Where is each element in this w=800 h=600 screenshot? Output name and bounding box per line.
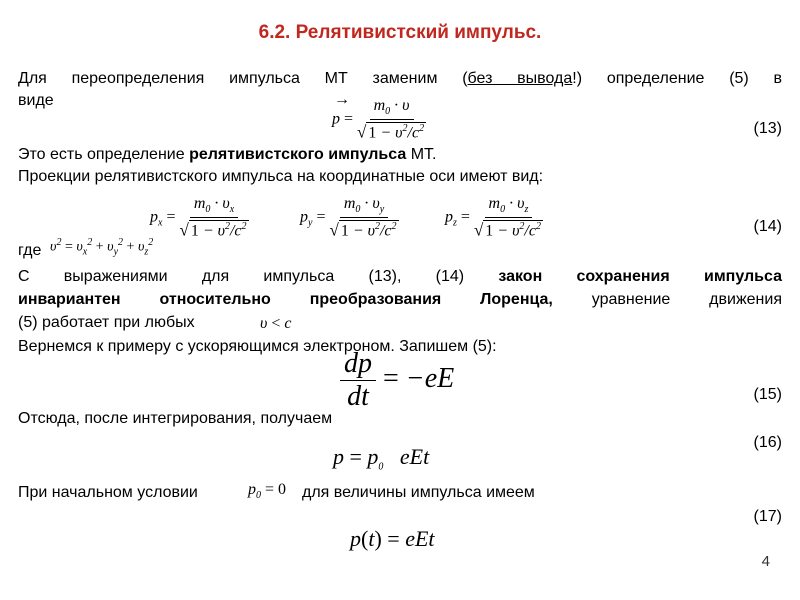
equation-14-number: (14) bbox=[753, 218, 782, 235]
equation-16-number: (16) bbox=[753, 434, 782, 451]
page-number: 4 bbox=[761, 553, 770, 570]
equation-14-px: $p_x$ = $\frac{m_0 \cdot \upsilon_x}{√ 1 - \upsilon^2/c^2}$ bbox=[150, 195, 247, 240]
equation-15: $\frac{dp}{dt}$ = −eE bbox=[340, 350, 454, 411]
equation-14-pz: $p_z$ = $\frac{m_0 \cdot \upsilon_z}{√ 1 - \upsilon^2/c^2}$ bbox=[445, 195, 541, 240]
paragraph-initial-condition-end: для величины импульса имеем bbox=[302, 484, 535, 501]
equation-14-py: $p_y$ = $\frac{m_0 \cdot \upsilon_y}{√ 1 - \upsilon^2/c^2}$ bbox=[300, 195, 397, 240]
velocity-squared-formula: $\upsilon^2 = \upsilon_x^2 + \upsilon_y^2 + \upsilon_z^2$ bbox=[50, 237, 154, 258]
slide-title: 6.2. Релятивистский импульс. bbox=[258, 22, 542, 43]
paragraph-intro-cont: виде bbox=[18, 92, 54, 109]
paragraph-where: где bbox=[18, 242, 42, 259]
paragraph-conservation-2: инвариантен относительно преобразования Лоренца, уравнение движения bbox=[18, 291, 782, 308]
paragraph-electron: Вернемся к примеру с ускоряющимся электроном. Запишем (5): bbox=[18, 338, 497, 355]
velocity-condition: υ < c bbox=[260, 315, 292, 332]
equation-13-number: (13) bbox=[753, 120, 782, 137]
equation-16: $p = p_0$ eEt bbox=[333, 444, 430, 473]
paragraph-integration: Отсюда, после интегрирования, получаем bbox=[18, 410, 333, 427]
equation-17-number: (17) bbox=[753, 508, 782, 525]
paragraph-projections: Проекции релятивистского импульса на координатные оси имеют вид: bbox=[18, 168, 544, 185]
paragraph-conservation-1: С выражениями для импульса (13), (14) закон сохранения импульса bbox=[18, 268, 782, 285]
no-derivation-link: без вывода bbox=[467, 70, 573, 87]
equation-13: → p = $\frac{m_0 \cdot \upsilon}{√ 1 - \upsilon^2/c^2}$ bbox=[332, 91, 425, 142]
paragraph-conservation-3: (5) работает при любых bbox=[18, 314, 195, 331]
initial-condition-formula: $p_0 = 0$ bbox=[248, 481, 287, 502]
paragraph-definition: Это есть определение релятивистского импульса МТ. bbox=[18, 146, 437, 163]
paragraph-intro: Для переопределения импульса МТ заменим (без вывода!) определение (5) в bbox=[18, 70, 783, 87]
paragraph-initial-condition: При начальном условии bbox=[18, 484, 198, 501]
equation-15-number: (15) bbox=[753, 386, 782, 403]
equation-17: p(t) = eEt bbox=[350, 526, 435, 551]
